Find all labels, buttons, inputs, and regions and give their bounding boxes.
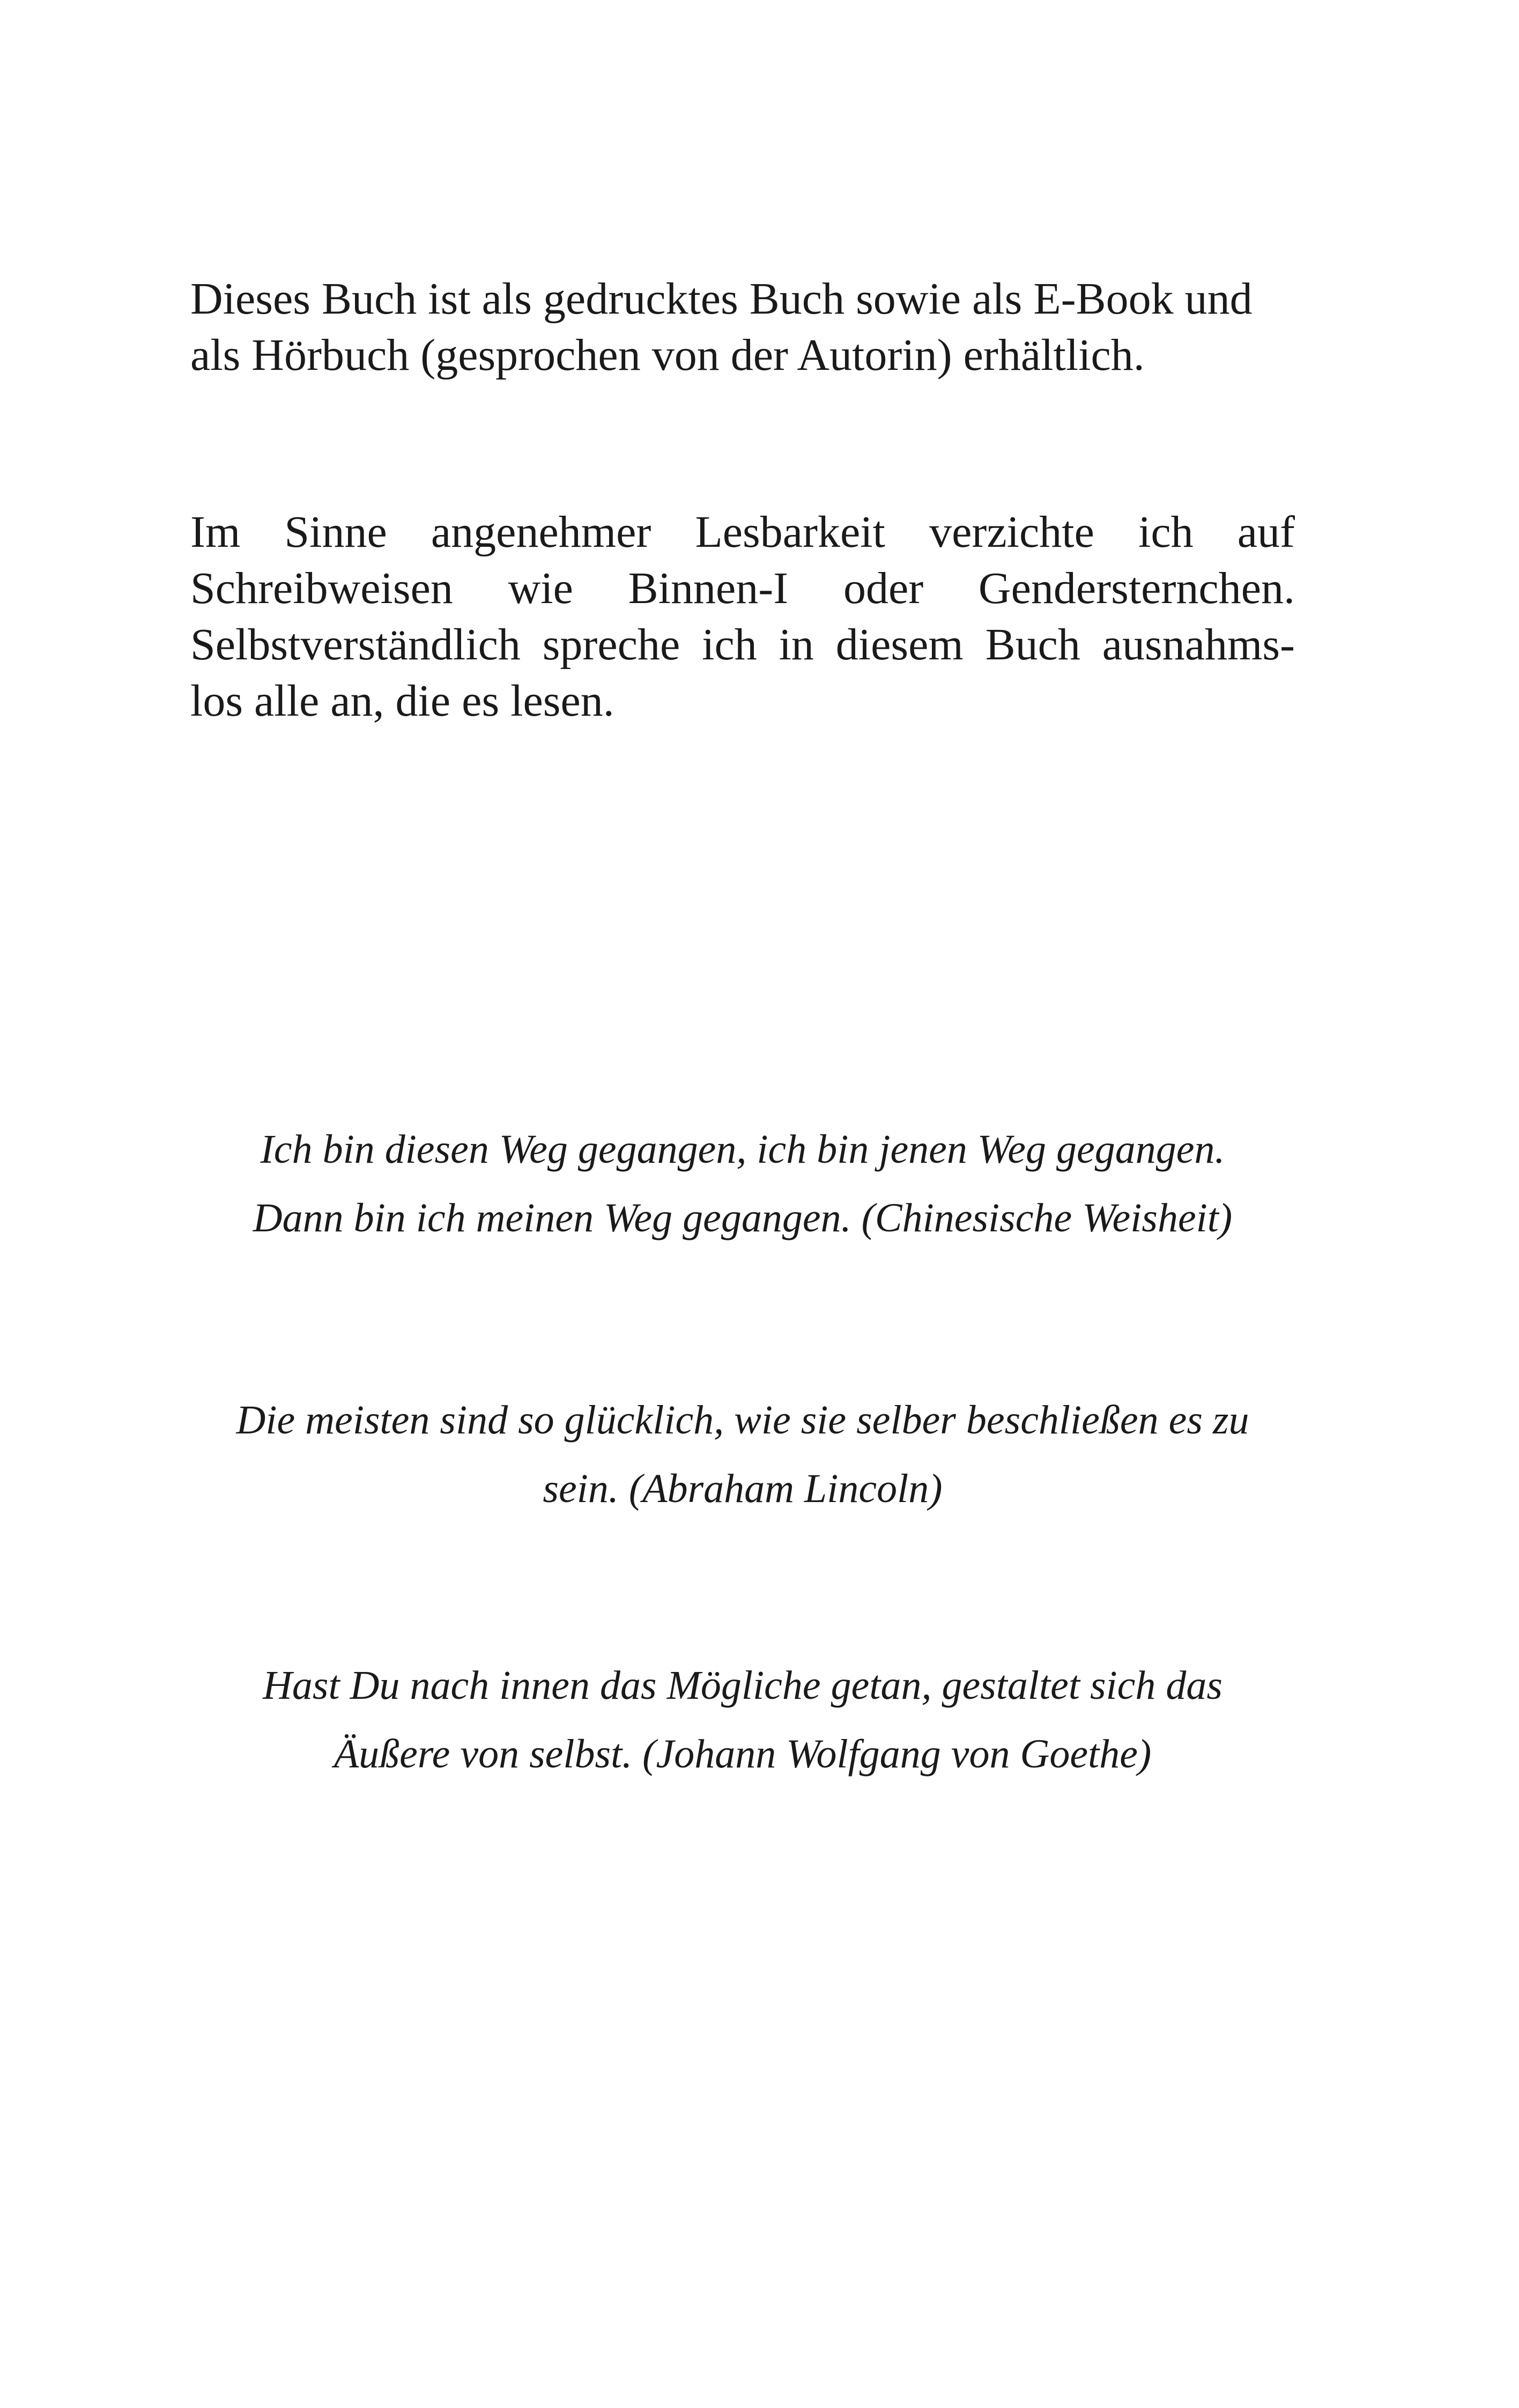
paragraph-line: Schreibweisen wie Binnen-I oder Gendersternchen. bbox=[190, 563, 1295, 613]
quote-line: Dann bin ich meinen Weg gegangen. (Chinesische Weisheit) bbox=[253, 1195, 1233, 1240]
quote-lincoln bbox=[190, 1386, 1295, 1523]
paragraph-line: Dieses Buch ist als gedrucktes Buch sowie als E-Book und bbox=[190, 274, 1253, 324]
quote-line: Äußere von selbst. (Johann Wolfgang von Goethe) bbox=[334, 1731, 1152, 1777]
quote-line: Die meisten sind so glücklich, wie sie selber beschließen es zu bbox=[236, 1398, 1249, 1443]
paragraph-line: Im Sinne angenehmer Lesbarkeit verzichte ich auf bbox=[190, 507, 1295, 557]
paragraph-line: als Hörbuch (gesprochen von der Autorin) erhältlich. bbox=[190, 330, 1145, 380]
availability-paragraph bbox=[190, 271, 1295, 383]
readability-paragraph bbox=[190, 504, 1295, 729]
quote-goethe bbox=[190, 1651, 1295, 1788]
quote-line: sein. (Abraham Lincoln) bbox=[543, 1466, 943, 1511]
quote-line: Hast Du nach innen das Mögliche getan, gestaltet sich das bbox=[263, 1663, 1222, 1708]
paragraph-line: los alle an, die es lesen. bbox=[190, 676, 614, 726]
paragraph-line: Selbstverständlich spreche ich in diesem Buch ausnahms- bbox=[190, 620, 1295, 670]
quote-chinese-wisdom bbox=[190, 1115, 1295, 1252]
quote-line: Ich bin diesen Weg gegangen, ich bin jenen Weg gegangen. bbox=[260, 1127, 1225, 1172]
